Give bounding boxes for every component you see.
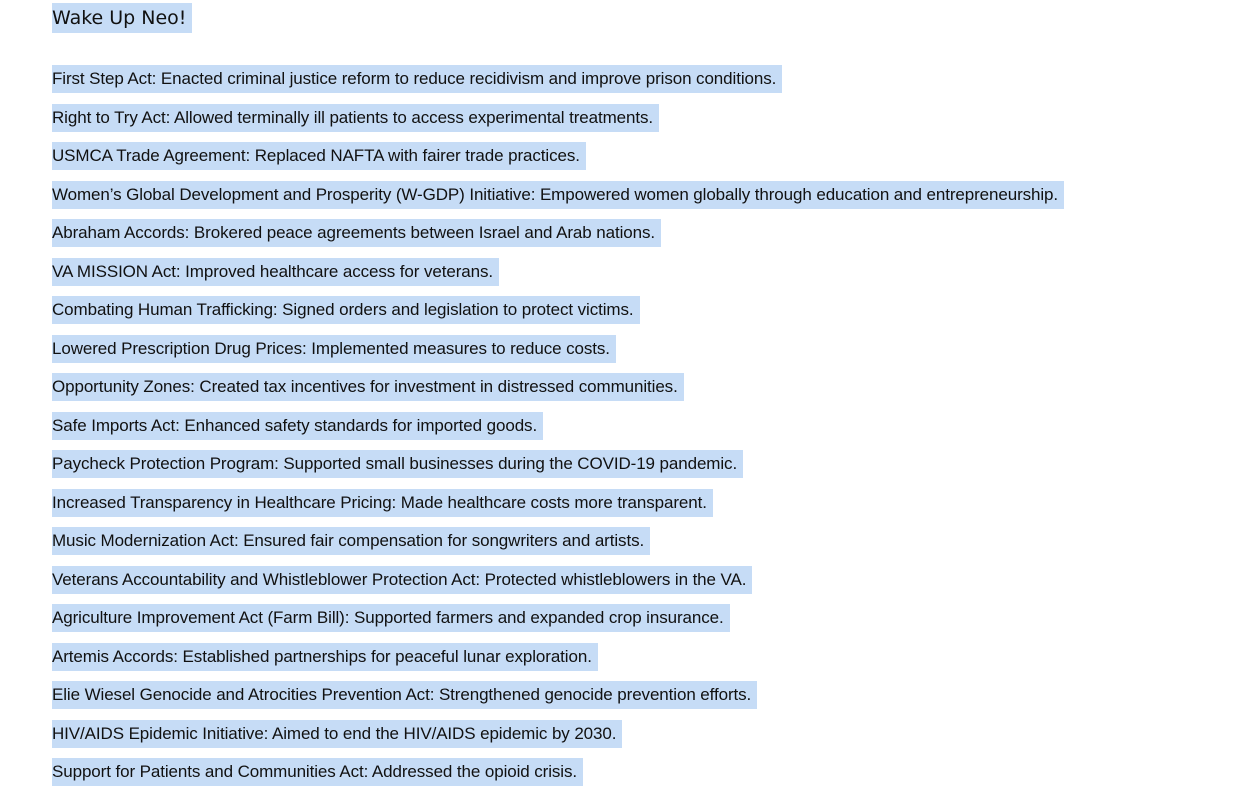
list-item-text[interactable]: Opportunity Zones: Created tax incentives for investment in distressed communities. — [52, 373, 684, 401]
list-item — [52, 296, 1064, 335]
list-item — [52, 335, 1064, 374]
list-item — [52, 758, 1064, 789]
document-title[interactable]: Wake Up Neo! — [52, 3, 192, 33]
list-item — [52, 219, 1064, 258]
list-item — [52, 258, 1064, 297]
list-item-text[interactable]: Increased Transparency in Healthcare Pricing: Made healthcare costs more transparent. — [52, 489, 713, 517]
list-item-text[interactable]: Veterans Accountability and Whistleblower Protection Act: Protected whistleblowers in the VA. — [52, 566, 752, 594]
list-item-text[interactable]: Right to Try Act: Allowed terminally ill patients to access experimental treatments. — [52, 104, 659, 132]
list-item — [52, 643, 1064, 682]
list-item-text[interactable]: Paycheck Protection Program: Supported small businesses during the COVID-19 pandemic. — [52, 450, 743, 478]
list-item-text[interactable]: Safe Imports Act: Enhanced safety standards for imported goods. — [52, 412, 543, 440]
list-item-text[interactable]: Music Modernization Act: Ensured fair compensation for songwriters and artists. — [52, 527, 650, 555]
list-item — [52, 65, 1064, 104]
list-item — [52, 181, 1064, 220]
list-item — [52, 142, 1064, 181]
list-item-text[interactable]: Women’s Global Development and Prosperity (W-GDP) Initiative: Empowered women globally through education and entrepreneurship. — [52, 181, 1064, 209]
list-item — [52, 720, 1064, 759]
list-item — [52, 373, 1064, 412]
list-item — [52, 450, 1064, 489]
list-item-text[interactable]: Artemis Accords: Established partnerships for peaceful lunar exploration. — [52, 643, 598, 671]
list-item-text[interactable]: VA MISSION Act: Improved healthcare access for veterans. — [52, 258, 499, 286]
list-item-text[interactable]: Lowered Prescription Drug Prices: Implemented measures to reduce costs. — [52, 335, 616, 363]
list-item-text[interactable]: Elie Wiesel Genocide and Atrocities Prevention Act: Strengthened genocide prevention efforts. — [52, 681, 757, 709]
list-item — [52, 681, 1064, 720]
list-item-text[interactable]: USMCA Trade Agreement: Replaced NAFTA with fairer trade practices. — [52, 142, 586, 170]
list-item-text[interactable]: Combating Human Trafficking: Signed orders and legislation to protect victims. — [52, 296, 640, 324]
list-item-text[interactable]: HIV/AIDS Epidemic Initiative: Aimed to end the HIV/AIDS epidemic by 2030. — [52, 720, 622, 748]
achievement-list — [52, 65, 1064, 789]
list-item-text[interactable]: Abraham Accords: Brokered peace agreements between Israel and Arab nations. — [52, 219, 661, 247]
list-item-text[interactable]: Support for Patients and Communities Act: Addressed the opioid crisis. — [52, 758, 583, 786]
list-item — [52, 412, 1064, 451]
list-item — [52, 104, 1064, 143]
list-item — [52, 566, 1064, 605]
list-item-text[interactable]: First Step Act: Enacted criminal justice reform to reduce recidivism and improve prison conditions. — [52, 65, 782, 93]
list-item — [52, 527, 1064, 566]
list-item — [52, 604, 1064, 643]
list-item-text[interactable]: Agriculture Improvement Act (Farm Bill): Supported farmers and expanded crop insurance. — [52, 604, 730, 632]
list-item — [52, 489, 1064, 528]
